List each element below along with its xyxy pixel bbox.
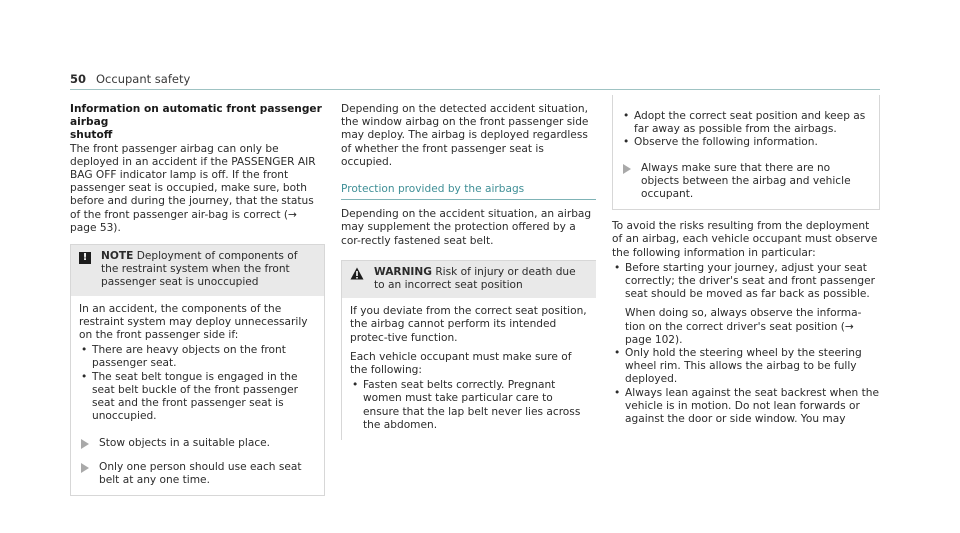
warning-bullet-list [350, 379, 588, 432]
list-item [612, 387, 880, 427]
warning-title: Risk of injury or death due to an incorrect seat position [374, 265, 576, 292]
list-item-extra: When doing so, always observe the informa-tion on the correct driver's seat position (→ page 102). [625, 307, 862, 346]
list-item-text: Only hold the steering wheel by the steering wheel rim. This allows the airbag to be fully deployed. [625, 347, 862, 386]
list-item: • Fasten seat belts correctly. Pregnant women must take particular care to ensure that the lap belt never lies across the abdomen. [350, 379, 588, 432]
note-title: Deployment of components of the restraint system when the front passenger seat is unoccupied [101, 250, 298, 289]
header-rule [70, 89, 880, 90]
list-item: • There are heavy objects on the front passenger seat. [79, 344, 316, 370]
list-item: • The seat belt tongue is engaged in the seat belt buckle of the front passenger seat and the front passenger seat is unoccupied. [79, 371, 316, 424]
list-item [612, 347, 880, 387]
note-label: NOTE [101, 250, 134, 263]
play-arrow-icon [81, 463, 89, 473]
section-title: Occupant safety [96, 72, 191, 86]
note-bullet-list [79, 344, 316, 423]
note-header [71, 245, 324, 296]
warning-continued-body [613, 101, 879, 209]
instruction-step [79, 461, 316, 487]
warning-header [342, 261, 596, 298]
note-body [71, 296, 324, 495]
list-item: • Adopt the correct seat position and keep as far away as possible from the airbags. [621, 110, 871, 136]
instruction-text: Always make sure that there are no objects between the airbag and vehicle occupant. [641, 161, 851, 201]
warning-heading-text [374, 266, 588, 292]
warning-text: Each vehicle occupant must make sure of the following: [350, 350, 572, 377]
warning-box [341, 260, 596, 440]
instruction-step [621, 162, 871, 202]
column-left [70, 103, 325, 496]
instruction-text: Only one person should use each seat belt at any one time. [99, 460, 302, 486]
bullet-list [612, 262, 880, 426]
paragraph: To avoid the risks resulting from the deployment of an airbag, each vehicle occupant must observe the following information in particular: [612, 220, 878, 259]
heading-line-2: shutoff [70, 129, 113, 142]
subheading: Protection provided by the airbags [341, 183, 596, 200]
list-item-text: Before starting your journey, adjust your seat correctly; the driver's seat and front passenger seat should be moved as far back as possible. [625, 261, 875, 301]
note-box [70, 244, 325, 496]
paragraph: Depending on the accident situation, an airbag may supplement the protection offered by a cor-rectly fastened seat belt. [341, 208, 592, 247]
exclamation-icon: ! [79, 252, 91, 264]
warning-triangle-icon [350, 267, 364, 280]
warning-label: WARNING [374, 265, 432, 278]
paragraph: Depending on the detected accident situation, the window airbag on the front passenger side may deploy. The airbag is deployed regardless of whether the front passenger seat is occupied. [341, 103, 589, 168]
intro-paragraph: The front passenger airbag can only be deployed in an accident if the PASSENGER AIR BAG OFF indicator lamp is off. If the front passenger seat is occupied, make sure, both before and during the journey, that the status of the front passenger air-bag is correct (→ page 53). [70, 142, 316, 234]
list-item-text: Always lean against the seat backrest when the vehicle is in motion. Do not lean forwards or against the door or side window. You may [625, 386, 879, 426]
play-arrow-icon [81, 439, 89, 449]
note-text: In an accident, the components of the restraint system may deploy unnecessarily on the front passenger side if: [79, 302, 308, 342]
warning-text: If you deviate from the correct seat position, the airbag cannot perform its intended protec-tive function. [350, 305, 587, 344]
list-item: • Observe the following information. [621, 136, 871, 149]
instruction-text: Stow objects in a suitable place. [99, 437, 271, 450]
column-right [612, 103, 880, 426]
instruction-step [79, 437, 316, 450]
warning-box-continued [612, 95, 880, 210]
note-heading-text [101, 250, 316, 290]
heading-line-1: Information on automatic front passenger airbag [70, 103, 322, 129]
play-arrow-icon [623, 164, 631, 174]
list-item [612, 262, 880, 347]
page-number: 50 [70, 72, 87, 86]
warning-body [342, 298, 596, 440]
warning-bullet-list [621, 110, 871, 150]
column-middle [341, 103, 596, 440]
